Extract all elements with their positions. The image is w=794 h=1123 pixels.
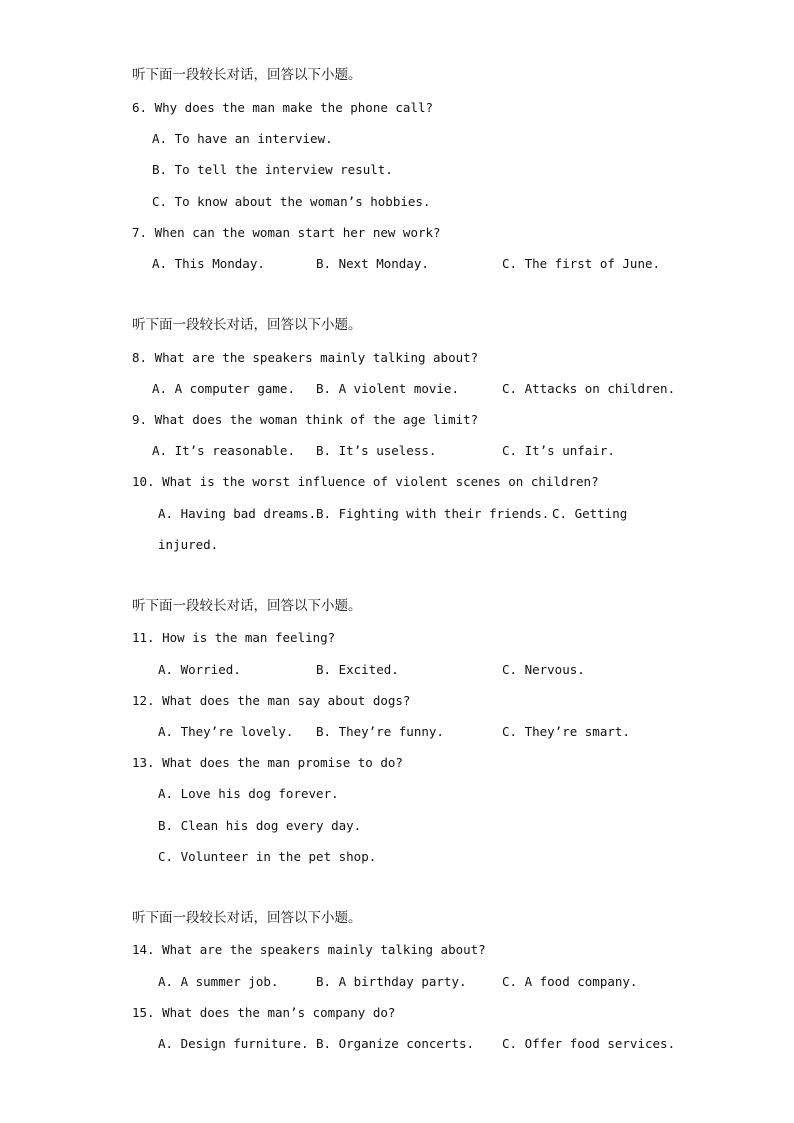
question-13-option-c: C. Volunteer in the pet shop. (158, 849, 377, 864)
question-14-option-b: B. A birthday party. (316, 974, 467, 989)
question-11-option-a: A. Worried. (158, 662, 241, 677)
question-15-stem: 15. What does the man’s company do? (132, 1005, 396, 1020)
question-7-option-b: B. Next Monday. (316, 256, 429, 271)
question-10-stem: 10. What is the worst influence of violent scenes on children? (132, 474, 599, 489)
question-7-stem: 7. When can the woman start her new work? (132, 225, 441, 240)
question-10-option-a: A. Having bad dreams. (158, 506, 317, 521)
question-12-stem: 12. What does the man say about dogs? (132, 693, 411, 708)
question-6-option-c: C. To know about the woman’s hobbies. (152, 194, 431, 209)
question-14-option-c: C. A food company. (502, 974, 638, 989)
question-6-option-b: B. To tell the interview result. (152, 162, 393, 177)
question-10-option-c: C. Getting (552, 506, 628, 521)
question-12-option-c: C. They’re smart. (502, 724, 630, 739)
question-13-option-b: B. Clean his dog every day. (158, 818, 362, 833)
question-13-stem: 13. What does the man promise to do? (132, 755, 403, 770)
question-9-option-b: B. It’s useless. (316, 443, 437, 458)
section-heading: 听下面一段较长对话，回答以下小题。 (132, 910, 362, 926)
question-11-stem: 11. How is the man feeling? (132, 630, 336, 645)
question-13-option-a: A. Love his dog forever. (158, 786, 339, 801)
question-14-option-a: A. A summer job. (158, 974, 279, 989)
question-7-option-a: A. This Monday. (152, 256, 265, 271)
question-11-option-b: B. Excited. (316, 662, 399, 677)
question-10-option-c-continued: injured. (158, 537, 219, 552)
question-14-stem: 14. What are the speakers mainly talking about? (132, 942, 486, 957)
question-12-option-b: B. They’re funny. (316, 724, 444, 739)
question-8-option-c: C. Attacks on children. (502, 381, 676, 396)
question-9-option-c: C. It’s unfair. (502, 443, 615, 458)
question-12-option-a: A. They’re lovely. (158, 724, 294, 739)
question-6-stem: 6. Why does the man make the phone call? (132, 100, 434, 115)
question-15-option-b: B. Organize concerts. (316, 1036, 475, 1051)
question-15-option-a: A. Design furniture. (158, 1036, 309, 1051)
question-8-option-a: A. A computer game. (152, 381, 295, 396)
question-8-option-b: B. A violent movie. (316, 381, 459, 396)
question-6-option-a: A. To have an interview. (152, 131, 333, 146)
question-15-option-c: C. Offer food services. (502, 1036, 676, 1051)
section-heading: 听下面一段较长对话，回答以下小题。 (132, 598, 362, 614)
section-heading: 听下面一段较长对话，回答以下小题。 (132, 317, 362, 333)
question-9-option-a: A. It’s reasonable. (152, 443, 295, 458)
question-11-option-c: C. Nervous. (502, 662, 585, 677)
question-7-option-c: C. The first of June. (502, 256, 661, 271)
question-10-option-b: B. Fighting with their friends. (316, 506, 550, 521)
question-9-stem: 9. What does the woman think of the age limit? (132, 412, 479, 427)
question-8-stem: 8. What are the speakers mainly talking about? (132, 350, 479, 365)
section-heading: 听下面一段较长对话，回答以下小题。 (132, 67, 362, 83)
